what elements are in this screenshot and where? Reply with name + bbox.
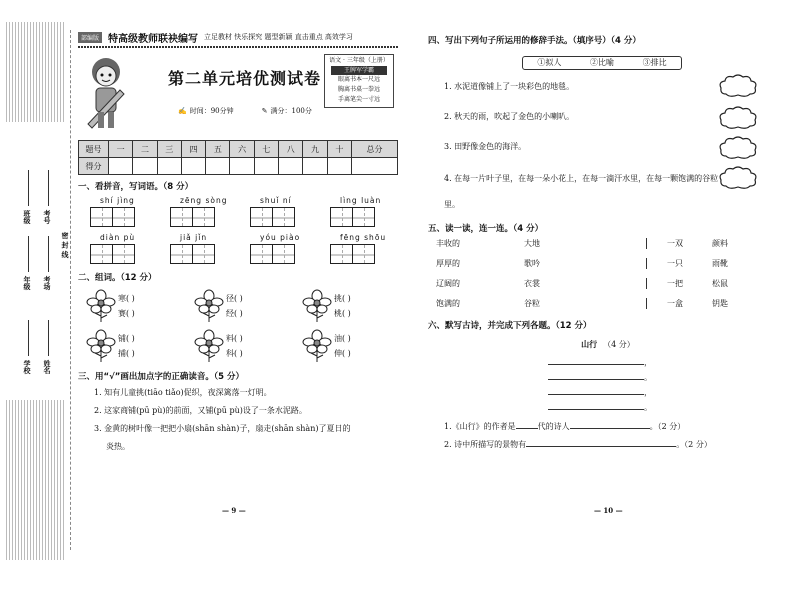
exam-meta	[178, 106, 312, 116]
s3-question-2[interactable]: 2. 这家商铺(pū pù)的前面，又铺(pū pù)设了一条水泥路。	[94, 406, 307, 415]
word-row[interactable]	[334, 306, 388, 321]
time-label: 时间：90分钟	[189, 107, 234, 115]
s4-question-4-cont: 里。	[444, 200, 460, 209]
score-header-cell: 八	[279, 141, 303, 158]
score-cell[interactable]	[133, 158, 157, 175]
score-header-cell: 一	[109, 141, 133, 158]
match-left-word[interactable]: 丰收的	[436, 239, 460, 248]
s6-q2-text-a: 2. 诗中所描写的景物有	[444, 440, 527, 449]
s4-question-1: 1. 水泥道像铺上了一块彩色的地毯。	[444, 82, 575, 91]
char: 桃	[334, 309, 342, 318]
margin-label-name: 姓名	[43, 360, 52, 374]
pen-icon: ✎	[261, 107, 268, 115]
title-zone	[78, 48, 398, 140]
banner	[78, 30, 398, 44]
writing-boxes[interactable]	[250, 244, 330, 264]
right-page	[428, 30, 788, 454]
answer-paren: ( )	[342, 349, 351, 358]
choice-parallelism: ③排比	[642, 58, 667, 67]
mascot-illustration	[84, 54, 128, 134]
score-header-cell: 五	[206, 141, 230, 158]
pinyin-item	[330, 233, 410, 264]
poem-lines	[428, 350, 788, 410]
match-right-target[interactable]: 颜料	[712, 239, 728, 248]
binding-margin	[0, 0, 68, 589]
s4-question-2: 2. 秋天的雨，吹起了金色的小喇叭。	[444, 112, 575, 121]
score-cell[interactable]	[351, 158, 397, 175]
poem-line[interactable]	[548, 395, 652, 412]
margin-label-number: 考号	[43, 210, 52, 224]
score-cell[interactable]	[254, 158, 278, 175]
word-row[interactable]	[334, 331, 388, 346]
choice-personification: ①拟人	[537, 58, 562, 67]
word-group-item	[194, 329, 302, 363]
exam-title: 第二单元培优测试卷	[168, 69, 322, 88]
char: 油	[334, 334, 342, 343]
char: 料	[226, 334, 234, 343]
char: 经	[226, 309, 234, 318]
word-group-item	[302, 329, 410, 363]
match-left-word[interactable]: 厚厚的	[436, 259, 460, 268]
pinyin-text: shí jìng	[100, 196, 135, 205]
word-row[interactable]	[226, 291, 280, 306]
answer-paren: ( )	[234, 294, 243, 303]
poem-punct: 。	[644, 403, 652, 412]
pinyin-text: diàn pù	[100, 233, 136, 242]
pinyin-text: shuǐ ní	[260, 196, 292, 205]
answer-paren: ( )	[234, 309, 243, 318]
score-cell[interactable]	[303, 158, 327, 175]
answer-cloud[interactable]	[718, 106, 758, 130]
score-header-cell: 题号	[79, 141, 109, 158]
brand-text: 特高级教师联袂编写	[108, 33, 199, 45]
slogan-text: 立足教材 快乐探究 题型新颖 直击重点 高效学习	[204, 33, 353, 41]
pinyin-item	[330, 196, 410, 227]
match-right-word[interactable]: 一把	[646, 278, 712, 289]
pinyin-item	[170, 233, 250, 264]
score-header-cell: 三	[157, 141, 181, 158]
margin-line-class	[28, 170, 29, 206]
writing-boxes[interactable]	[90, 244, 170, 264]
score-cell[interactable]	[181, 158, 205, 175]
answer-paren: ( )	[126, 334, 135, 343]
word-row[interactable]	[118, 331, 172, 346]
flower-icon	[302, 289, 332, 323]
s6-question-2	[428, 436, 788, 454]
poem-points: （4 分）	[603, 340, 635, 349]
pinyin-text: fēng shōu	[340, 233, 387, 242]
poem-punct: ，	[644, 388, 652, 397]
score-header-cell: 四	[181, 141, 205, 158]
page-number-left: — 9 —	[222, 506, 246, 515]
match-right-target[interactable]: 松鼠	[712, 279, 728, 288]
match-spacer	[586, 278, 646, 289]
score-header-cell: 七	[254, 141, 278, 158]
match-left-target[interactable]: 衣裳	[524, 279, 540, 288]
word-row[interactable]	[334, 291, 388, 306]
word-group-item	[302, 289, 410, 323]
seal-dashed-line	[70, 30, 71, 550]
pinyin-item	[170, 196, 250, 227]
margin-label-grade: 年级	[23, 276, 32, 290]
score-cell[interactable]	[109, 158, 133, 175]
s4-question-4: 4. 在每一片叶子里，在每一朵小花上，在每一滴汗水里，在每一颗饱满的谷粒	[444, 174, 719, 183]
margin-label-class: 班级	[23, 210, 32, 224]
answer-cloud[interactable]	[718, 136, 758, 160]
char: 铺	[118, 334, 126, 343]
writing-boxes[interactable]	[330, 244, 410, 264]
match-spacer	[586, 238, 646, 249]
match-left-word[interactable]: 辽阔的	[436, 279, 460, 288]
answer-cloud[interactable]	[718, 74, 758, 98]
poem-punct: ，	[644, 358, 652, 367]
word-group-item	[194, 289, 302, 323]
score-label-cell: 得分	[79, 158, 109, 175]
full-score-info	[262, 106, 312, 116]
section-5-title: 五、读一读，连一连。（4 分）	[428, 224, 544, 234]
margin-hatch-bottom	[6, 400, 64, 560]
flower-icon	[86, 329, 116, 363]
seal-line-text: 密 封 线	[61, 232, 70, 258]
match-left-target[interactable]: 歌吟	[524, 259, 540, 268]
s6-question-1	[428, 418, 788, 436]
writing-boxes[interactable]	[170, 207, 250, 227]
char: 捕	[118, 349, 126, 358]
word-group-grid	[78, 289, 398, 363]
poem-line[interactable]	[548, 365, 652, 382]
match-right-target[interactable]: 雨靴	[712, 259, 728, 268]
word-group-item	[86, 329, 194, 363]
rhetoric-choices	[522, 56, 682, 70]
answer-paren: ( )	[342, 309, 351, 318]
s3-question-3[interactable]: 3. 金黄的树叶像一把把小扇(shān shàn)子，扇走(shān shàn)了夏日的	[94, 424, 351, 433]
scenery-blank[interactable]	[526, 437, 676, 447]
s6-q1-text-c: 。（2 分）	[649, 422, 686, 431]
flower-icon	[194, 329, 224, 363]
writing-boxes[interactable]	[90, 207, 170, 227]
poem-name: 山行	[581, 339, 598, 349]
stamp-heading: 王牌军学霸	[331, 66, 387, 75]
answer-paren: ( )	[342, 334, 351, 343]
score-header-cell: 十	[327, 141, 351, 158]
word-row[interactable]	[226, 306, 280, 321]
stamp-rule-1: 眼离书本一尺远	[337, 76, 380, 83]
match-right-word[interactable]: 一双	[646, 238, 712, 249]
section-1-title: 一、看拼音，写词语。（8 分）	[78, 182, 194, 192]
choice-metaphor: ②比喻	[590, 58, 614, 67]
margin-line-school	[28, 320, 29, 356]
score-header-cell: 二	[133, 141, 157, 158]
section-4-title: 四、写出下列句子所运用的修辞手法。（填序号）（4 分）	[428, 36, 641, 46]
flower-icon	[194, 289, 224, 323]
poet-blank[interactable]	[570, 419, 650, 429]
match-spacer	[586, 258, 646, 269]
char: 挑	[334, 294, 342, 303]
margin-line-grade	[28, 236, 29, 272]
score-table	[78, 140, 398, 175]
s3-question-1[interactable]: 1. 知有儿童挑(tiāo tiǎo)促织，夜深篱落一灯明。	[94, 388, 272, 397]
writing-boxes[interactable]	[170, 244, 250, 264]
edition-tag: 部编版	[78, 32, 102, 43]
pinyin-item	[250, 233, 330, 264]
pinyin-item	[250, 196, 330, 227]
match-right-target[interactable]: 钥匙	[712, 299, 728, 308]
char: 伸	[334, 349, 342, 358]
pinyin-text: lìng luàn	[340, 196, 382, 205]
score-header-cell: 总分	[351, 141, 397, 158]
poem-punct: 。	[644, 373, 652, 382]
pinyin-item	[90, 233, 170, 264]
left-page	[78, 30, 398, 456]
section-3-title: 三、用“√”画出加点字的正确读音。（5 分）	[78, 372, 244, 382]
s3-question-3-cont: 炎热。	[106, 442, 130, 451]
clock-icon: ✍	[178, 107, 187, 115]
margin-line-name	[48, 320, 49, 356]
page-number-right: — 10 —	[594, 506, 623, 515]
score-cell[interactable]	[279, 158, 303, 175]
answer-paren: ( )	[234, 334, 243, 343]
grade-stamp	[324, 54, 394, 108]
stamp-rule-2: 胸离书桌一拳远	[337, 86, 380, 93]
char: 赛	[118, 309, 126, 318]
score-header-cell: 九	[303, 141, 327, 158]
flower-icon	[302, 329, 332, 363]
s4-questions	[428, 80, 788, 214]
score-header-row	[79, 141, 398, 158]
word-group-item	[86, 289, 194, 323]
pinyin-grid	[78, 196, 398, 264]
match-right-word[interactable]: 一盒	[646, 298, 712, 309]
margin-hatch-top	[6, 22, 64, 122]
char: 科	[226, 349, 234, 358]
stamp-subject: 语文 · 三年级（上册）	[329, 57, 389, 64]
word-row[interactable]	[226, 331, 280, 346]
s6-q2-text-b: 。（2 分）	[676, 440, 712, 449]
poem-title	[428, 339, 788, 350]
time-info	[178, 106, 234, 116]
match-left-target[interactable]: 大地	[524, 239, 540, 248]
answer-paren: ( )	[234, 349, 243, 358]
pinyin-item	[90, 196, 170, 227]
answer-paren: ( )	[342, 294, 351, 303]
answer-paren: ( )	[126, 294, 135, 303]
poem-line[interactable]	[548, 350, 652, 367]
s6-q1-text-a: 1.《山行》的作者是	[444, 422, 516, 431]
word-row[interactable]	[118, 306, 172, 321]
word-row[interactable]	[118, 291, 172, 306]
word-row[interactable]	[118, 346, 172, 361]
writing-boxes[interactable]	[250, 207, 330, 227]
score-cell[interactable]	[206, 158, 230, 175]
matching-grid	[428, 238, 788, 309]
match-left-word[interactable]: 饱满的	[436, 299, 460, 308]
margin-line-room	[48, 236, 49, 272]
char: 径	[226, 294, 234, 303]
section-6-title: 六、默写古诗，并完成下列各题。（12 分）	[428, 321, 592, 331]
score-cell[interactable]	[327, 158, 351, 175]
pinyin-text: zēng sòng	[180, 196, 228, 205]
answer-paren: ( )	[126, 349, 135, 358]
word-row[interactable]	[334, 346, 388, 361]
section-2-title: 二、组词。（12 分）	[78, 273, 157, 283]
margin-label-school: 学校	[23, 360, 32, 374]
dynasty-blank[interactable]	[516, 419, 538, 429]
flower-icon	[86, 289, 116, 323]
full-score-label: 满分：100分	[270, 107, 312, 115]
match-right-word[interactable]: 一只	[646, 258, 712, 269]
score-header-cell: 六	[230, 141, 254, 158]
pinyin-text: yóu piào	[260, 233, 301, 242]
answer-paren: ( )	[126, 309, 135, 318]
word-row[interactable]	[226, 346, 280, 361]
pinyin-text: jiǎ jǐn	[180, 233, 208, 242]
score-cell[interactable]	[157, 158, 181, 175]
score-cell[interactable]	[230, 158, 254, 175]
margin-label-room: 考场	[43, 276, 52, 290]
stamp-rule-3: 手离笔尖一寸远	[337, 96, 380, 103]
writing-boxes[interactable]	[330, 207, 410, 227]
score-row	[79, 158, 398, 175]
s4-question-3: 3. 田野像金色的海洋。	[444, 142, 527, 151]
char: 寒	[118, 294, 126, 303]
poem-line[interactable]	[548, 380, 652, 397]
match-spacer	[586, 298, 646, 309]
answer-cloud[interactable]	[718, 166, 758, 190]
s6-q1-text-b: 代的诗人	[537, 422, 570, 431]
margin-line-number	[48, 170, 49, 206]
match-left-target[interactable]: 谷粒	[524, 299, 540, 308]
